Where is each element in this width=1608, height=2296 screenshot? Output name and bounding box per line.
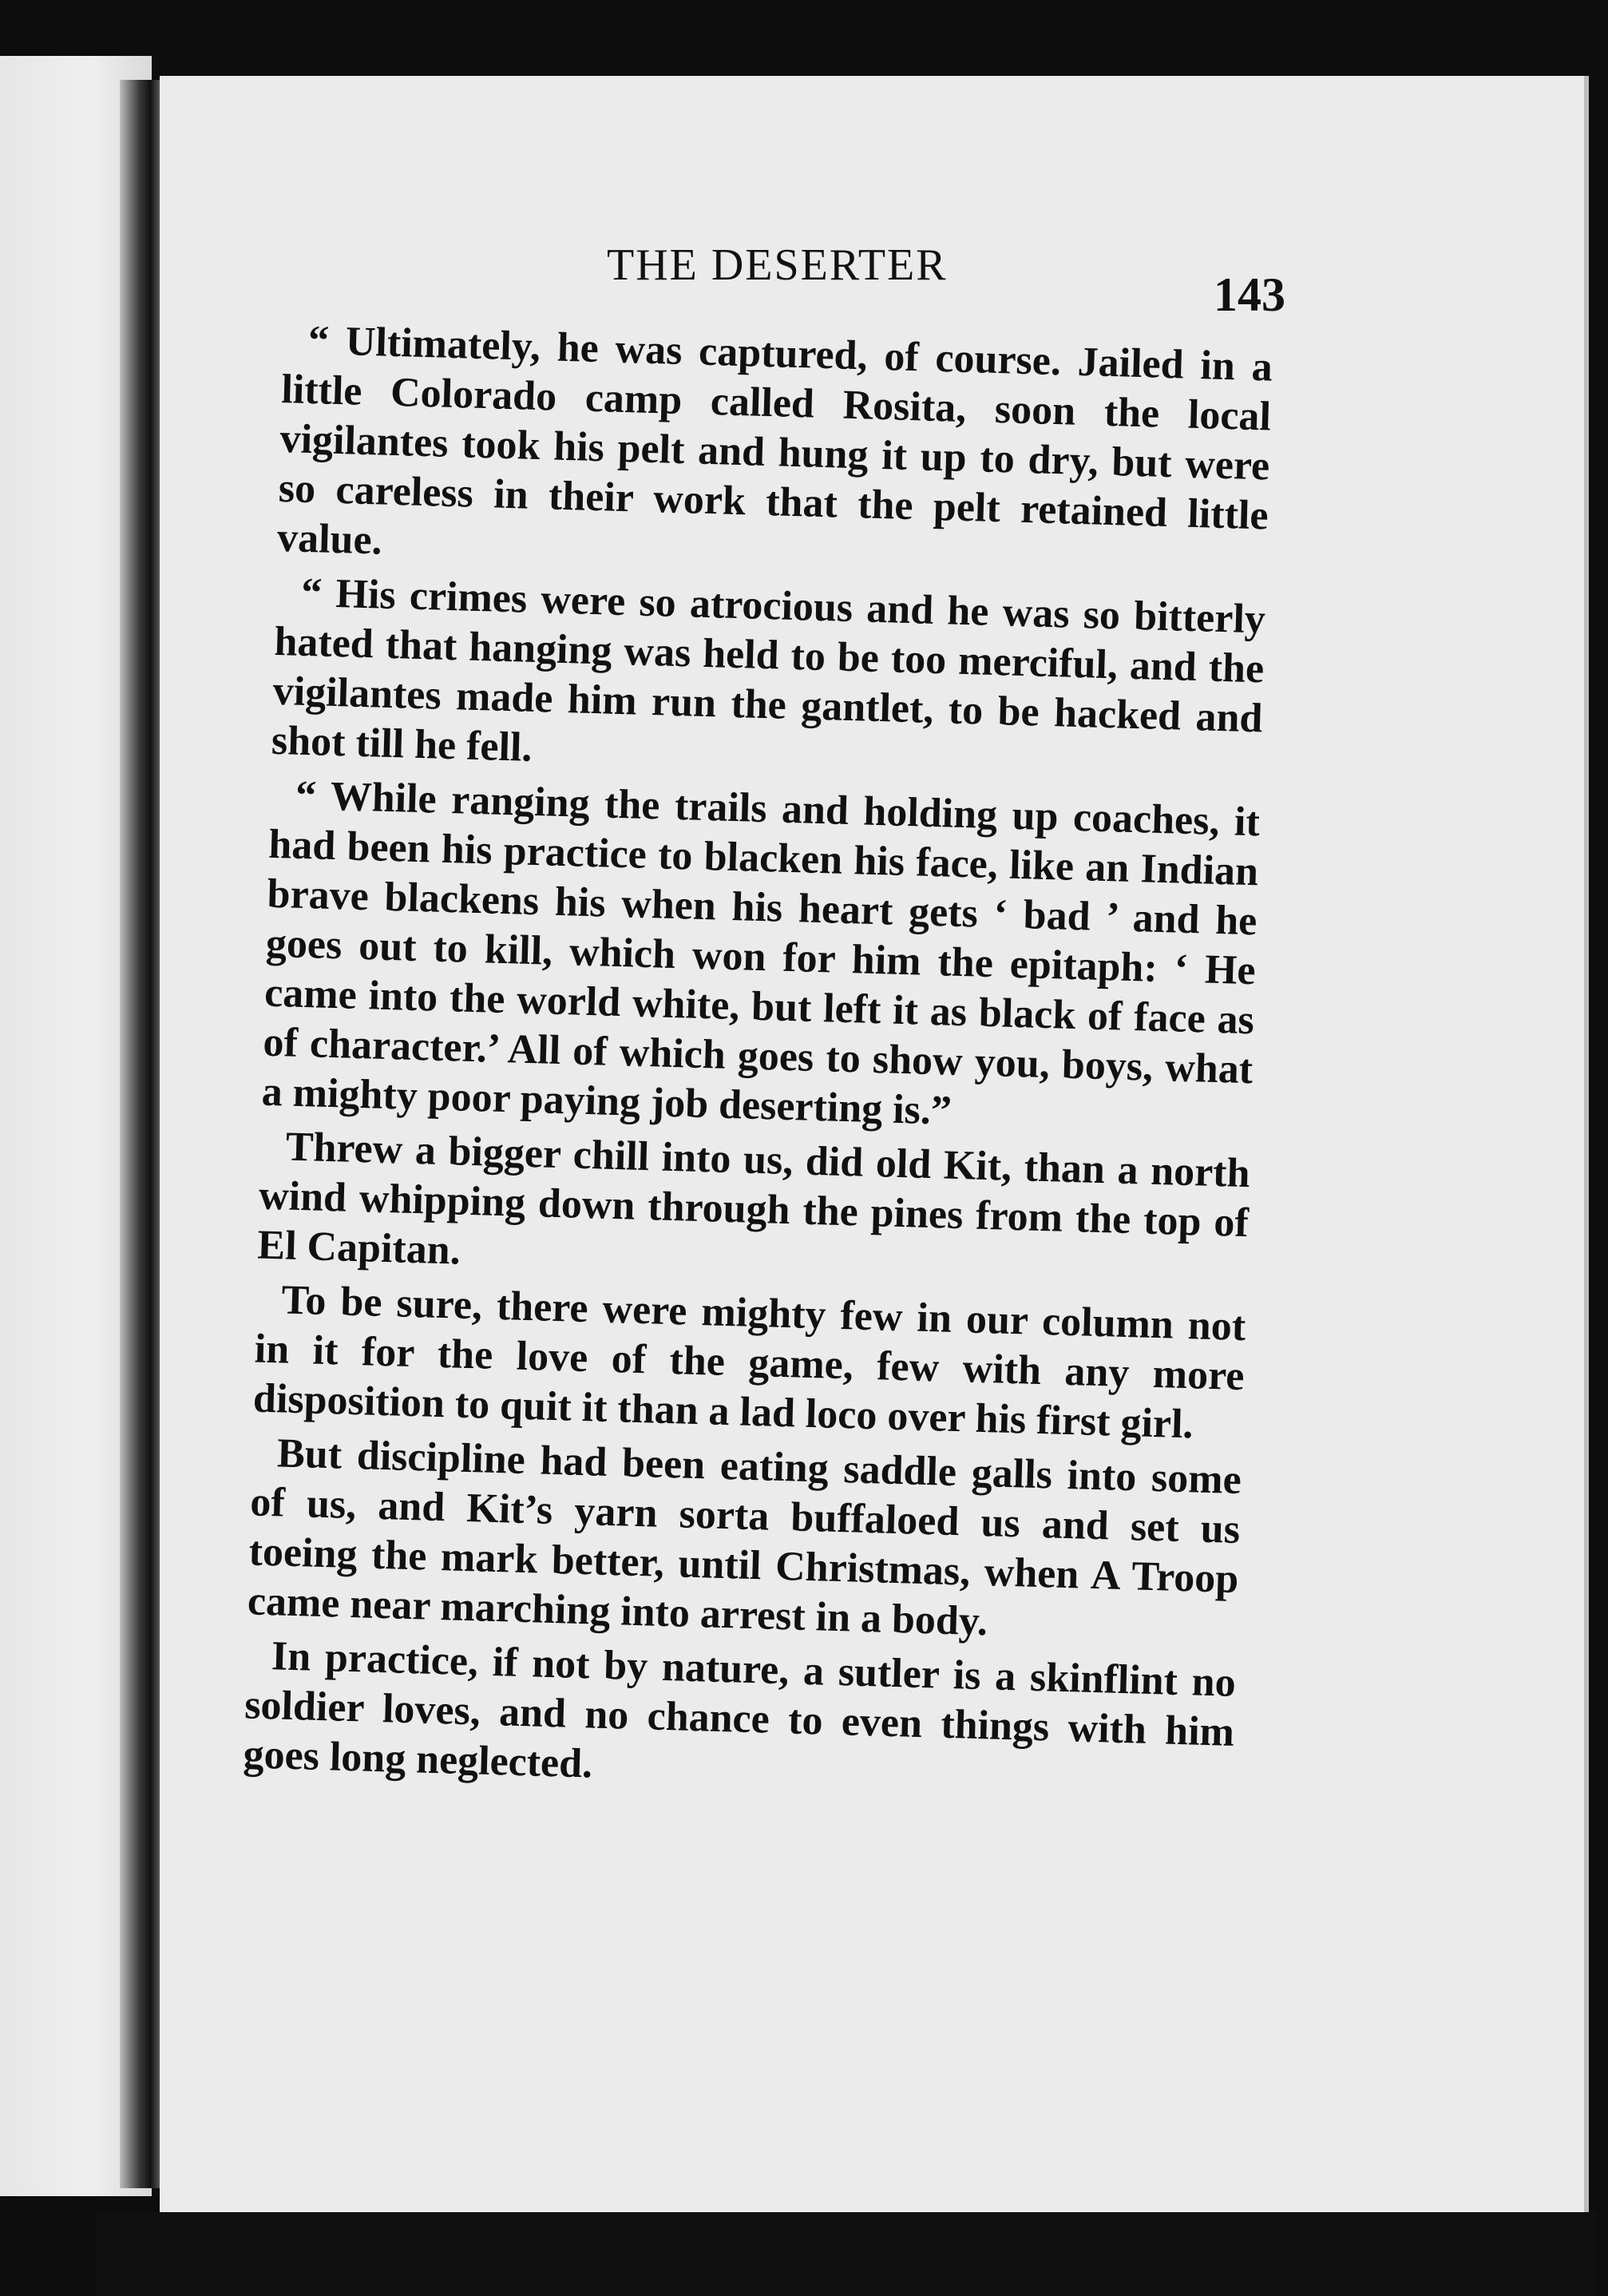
running-header: THE DESERTER xyxy=(607,240,948,290)
scan-border xyxy=(96,2212,1597,2296)
paragraph: “ Ultimately, he was captured, of course. Jailed in a little Colorado camp called Rosita, soon the local vigilantes took his pelt and hung it up to dry, but were so careless in their work that the pelt retained little value. xyxy=(276,317,1273,564)
paragraph: “ While ranging the trails and holding up coaches, it had been his practice to blacken his face, like an Indian brave blackens his when his heart gets ‘ bad ’ and he goes out to kill, which won for him the epitaph: ‘ He came into the world white, but left it as black of face as of character.’ All of which goes to show you, boys, what a mighty poor paying job deserting is.” xyxy=(261,772,1261,1134)
paragraph: “ His crimes were so atrocious and he was so bitterly hated that hanging was held to be too merciful, and the vigilantes made him run the gantlet, to be hacked and shot till he fell. xyxy=(271,569,1266,771)
paragraph: Threw a bigger chill into us, did old Kit, than a north wind whipping down through the pines from the top of El Capitan. xyxy=(256,1124,1251,1274)
body-text xyxy=(243,315,1273,1812)
paragraph: But discipline had been eating saddle galls into some of us, and Kit’s yarn sorta buffaloed us and set us toeing the mark better, until Christmas, when A Troop came near marching into arrest in a body. xyxy=(247,1430,1242,1645)
paragraph: In practice, if not by nature, a sutler is a skinflint no soldier loves, and no chance to even things with him goes long neglected. xyxy=(242,1633,1237,1787)
page-number: 143 xyxy=(1214,268,1285,321)
paragraph: To be sure, there were mighty few in our column not in it for the love of the game, few with any more disposition to quit it than a lad loco over his first girl. xyxy=(252,1277,1246,1448)
